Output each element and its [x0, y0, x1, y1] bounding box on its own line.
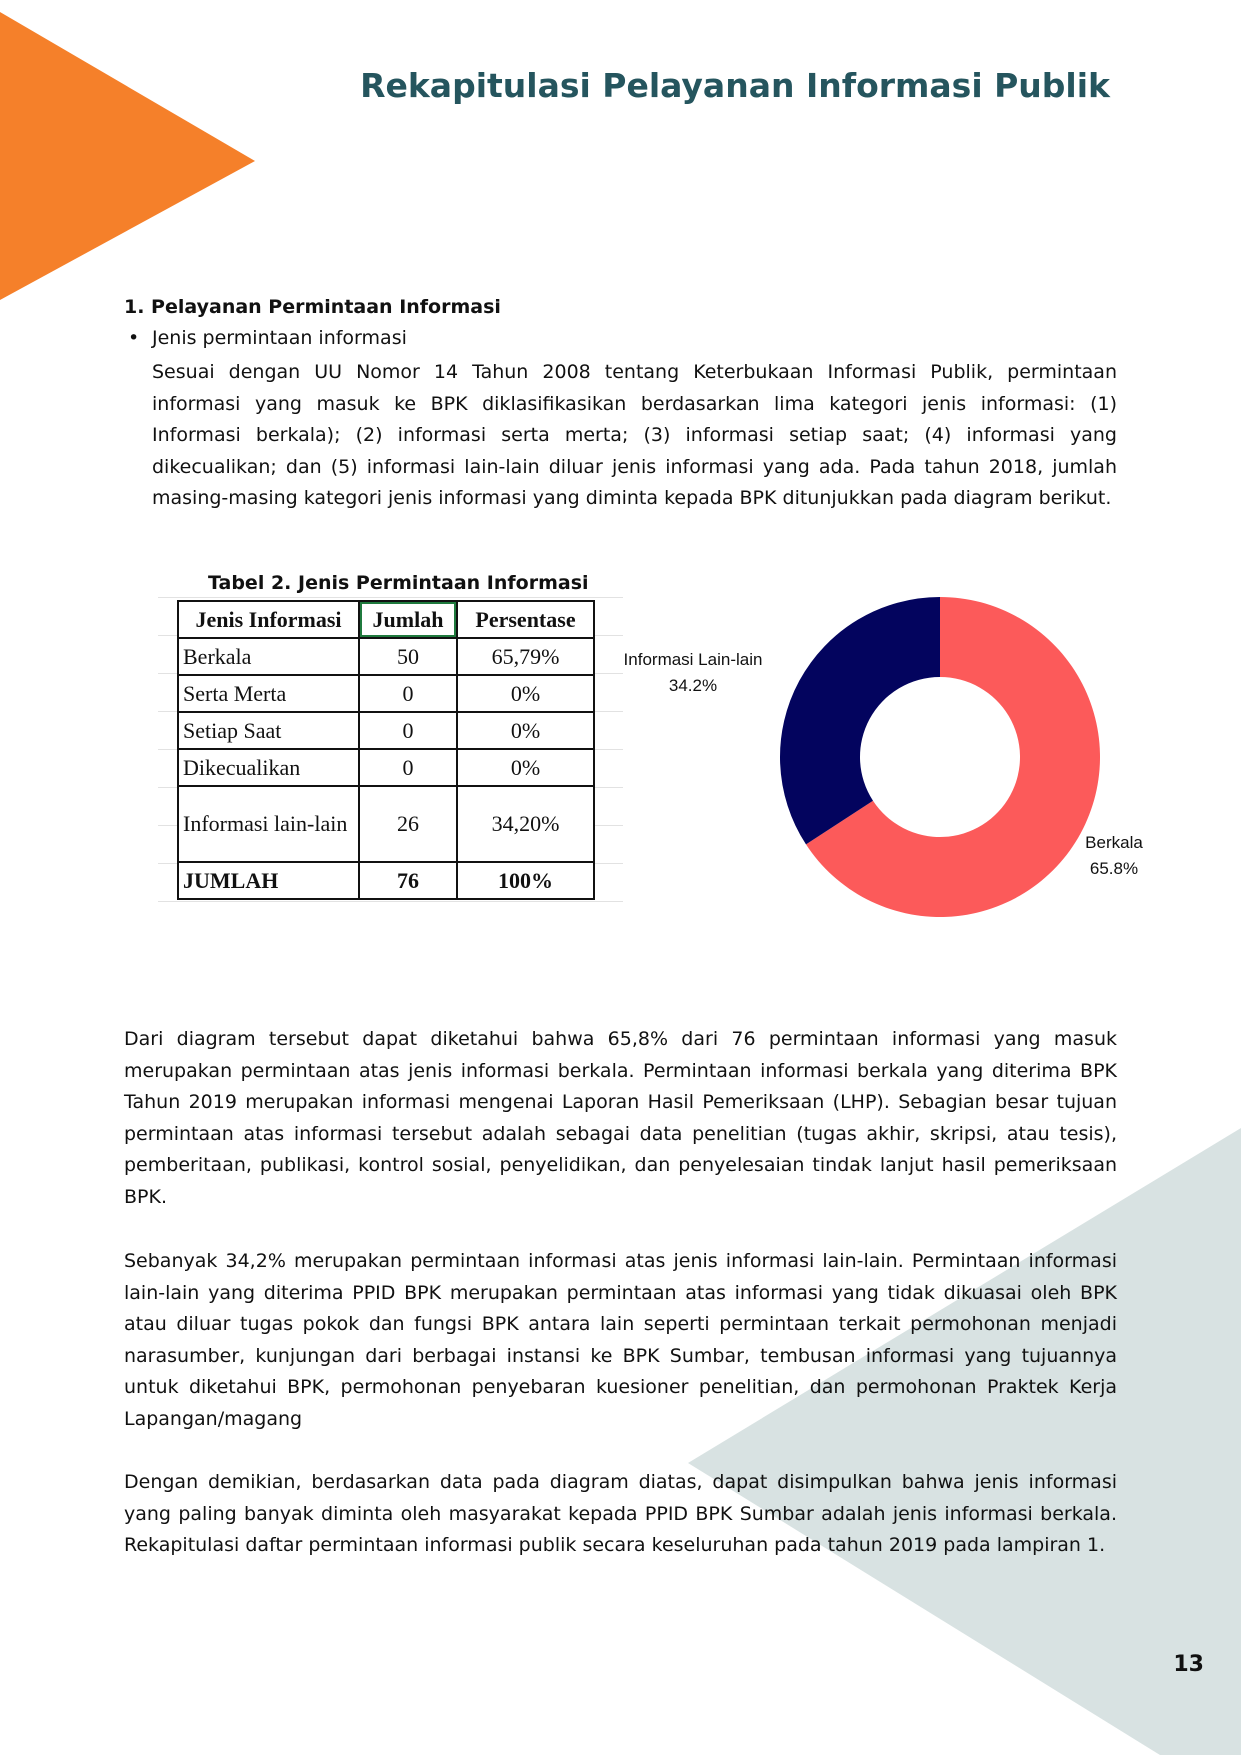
slice-percent-label: 34.2% [668, 676, 718, 695]
donut-chart-svg [600, 580, 1160, 940]
body-paragraph-2: Sebanyak 34,2% merupakan permintaan informasi atas jenis informasi lain-lain. Permintaan informasi lain-lain yang diterima PPID BPK merupakan permintaan atas informasi yang tidak dikuasai oleh BPK atau diluar tugas pokok dan fungsi BPK antara lain seperti permintaan terkait permohonan menjadi narasumber, kunjungan dari berbagai instansi ke BPK Sumbar, tembusan informasi yang tujuannya untuk diketahui BPK, permohonan penyebaran kuesioner penelitian, dan permohonan Praktek Kerja Lapangan/magang [124, 1250, 1117, 1430]
cell-jenis: Berkala [178, 638, 359, 675]
cell-jumlah: 0 [359, 675, 457, 712]
table-row [178, 638, 594, 675]
cell-jenis: Setiap Saat [178, 712, 359, 749]
donut-slice-informasi-lain-lain [780, 597, 940, 844]
cell-jenis: Informasi lain-lain [178, 786, 359, 862]
donut-chart [600, 580, 1160, 940]
slice-label: Informasi Lain-lain [623, 650, 763, 669]
body-paragraph-3: Dengan demikian, berdasarkan data pada diagram diatas, dapat disimpulkan bahwa jenis informasi yang paling banyak diminta oleh masyarakat kepada PPID BPK Sumbar adalah jenis informasi berkala. Rekapitulasi daftar permintaan informasi publik secara keseluruhan pada tahun 2019 pada lampiran 1. [124, 1471, 1117, 1557]
cell-jumlah: 50 [359, 638, 457, 675]
cell-jumlah: 0 [359, 749, 457, 786]
page-number: 13 [1173, 1652, 1204, 1677]
bullet-item [128, 327, 407, 349]
cell-jumlah: 26 [359, 786, 457, 862]
body-paragraph-1: Dari diagram tersebut dapat diketahui bahwa 65,8% dari 76 permintaan informasi yang masuk merupakan permintaan atas jenis informasi berkala. Permintaan informasi berkala yang diterima BPK Tahun 2019 merupakan informasi mengenai Laporan Hasil Pemeriksaan (LHP). Sebagian besar tujuan permintaan atas informasi tersebut adalah sebagai data penelitian (tugas akhir, skripsi, atau tesis), pemberitaan, publikasi, kontrol sosial, penyelidikan, dan penyelesaian tindak lanjut hasil pemeriksaan BPK. [124, 1028, 1117, 1208]
table-header-row [178, 601, 594, 638]
grey-triangle [688, 1128, 1241, 1755]
header-persentase: Persentase [457, 601, 594, 638]
intro-paragraph: Sesuai dengan UU Nomor 14 Tahun 2008 tentang Keterbukaan Informasi Publik, permintaan informasi yang masuk ke BPK diklasifikasikan berdasarkan lima kategori jenis informasi: (1) Informasi berkala); (2) informasi serta merta; (3) informasi setiap saat; (4) informasi yang dikecualikan; dan (5) informasi lain-lain diluar jenis informasi yang ada. Pada tahun 2018, jumlah masing-masing kategori jenis informasi yang diminta kepada BPK ditunjukkan pada diagram berikut. [152, 361, 1117, 510]
table-figure [158, 560, 623, 926]
table-total-row [178, 862, 594, 899]
table-row [178, 675, 594, 712]
table-caption: Tabel 2. Jenis Permintaan Informasi [208, 572, 608, 594]
header-jenis: Jenis Informasi [178, 601, 359, 638]
cell-total-persentase: 100% [457, 862, 594, 899]
bullet-dot-icon: • [128, 327, 140, 349]
table-row [178, 786, 594, 862]
table-row [178, 749, 594, 786]
cell-persentase: 34,20% [457, 786, 594, 862]
cell-jenis: Serta Merta [178, 675, 359, 712]
table-row [178, 712, 594, 749]
cell-jenis: Dikecualikan [178, 749, 359, 786]
bullet-text: Jenis permintaan informasi [152, 327, 407, 349]
cell-persentase: 0% [457, 675, 594, 712]
section-heading: 1. Pelayanan Permintaan Informasi [124, 296, 501, 318]
cell-persentase: 0% [457, 712, 594, 749]
cell-total-jumlah: 76 [359, 862, 457, 899]
slice-percent-label: 65.8% [1089, 859, 1139, 878]
cell-total-label: JUMLAH [178, 862, 359, 899]
orange-triangle [0, 12, 255, 300]
info-request-table [177, 600, 595, 900]
cell-persentase: 0% [457, 749, 594, 786]
page-title: Rekapitulasi Pelayanan Informasi Publik [360, 66, 1110, 105]
cell-persentase: 65,79% [457, 638, 594, 675]
header-jumlah: Jumlah [359, 601, 457, 638]
cell-jumlah: 0 [359, 712, 457, 749]
slice-label: Berkala [1085, 833, 1143, 852]
